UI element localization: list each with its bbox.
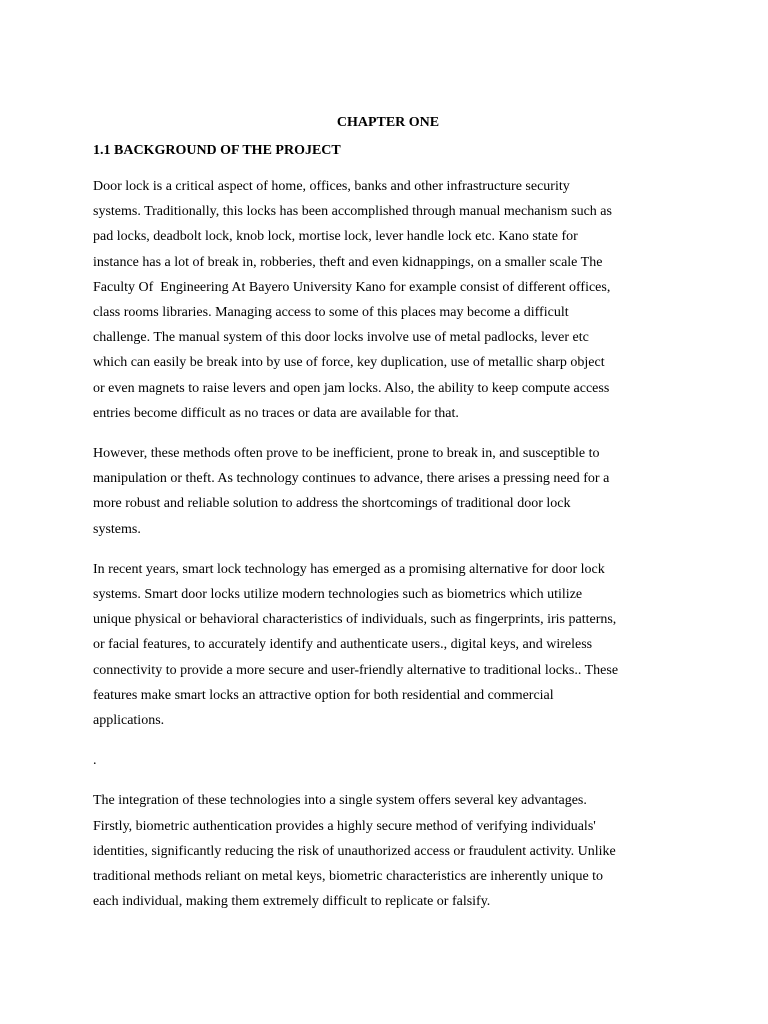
- paragraph-line: Faculty Of Engineering At Bayero University Kano for example consist of different offices,: [93, 279, 611, 295]
- paragraph-line: applications.: [93, 713, 165, 729]
- paragraph-line: or even magnets to raise levers and open jam locks. Also, the ability to keep compute access: [93, 380, 610, 396]
- paragraph-line: unique physical or behavioral characteristics of individuals, such as fingerprints, iris patterns,: [93, 612, 617, 628]
- paragraph-line: Firstly, biometric authentication provides a highly secure method of verifying individuals': [93, 818, 596, 834]
- paragraph-line: manipulation or theft. As technology continues to advance, there arises a pressing need for a: [93, 471, 610, 487]
- paragraph-line: which can easily be break into by use of force, key duplication, use of metallic sharp object: [93, 355, 605, 371]
- paragraph-2: [93, 441, 683, 542]
- paragraph-3: [93, 557, 683, 733]
- section-heading: 1.1 BACKGROUND OF THE PROJECT: [93, 143, 341, 158]
- paragraph-line: identities, significantly reducing the risk of unauthorized access or fraudulent activity. Unlike: [93, 843, 616, 859]
- paragraph-line: features make smart locks an attractive option for both residential and commercial: [93, 687, 554, 703]
- paragraph-line: Door lock is a critical aspect of home, offices, banks and other infrastructure security: [93, 179, 570, 194]
- paragraph-line: systems. Traditionally, this locks has been accomplished through manual mechanism such as: [93, 204, 612, 220]
- text-column: [93, 113, 683, 929]
- paragraph-line: In recent years, smart lock technology has emerged as a promising alternative for door lock: [93, 561, 605, 577]
- paragraph-line: challenge. The manual system of this door locks involve use of metal padlocks, lever etc: [93, 330, 589, 346]
- paragraph-line: systems.: [93, 521, 141, 537]
- paragraph-line: .: [93, 753, 97, 769]
- paragraph-line: pad locks, deadbolt lock, knob lock, mortise lock, lever handle lock etc. Kano state for: [93, 229, 578, 245]
- paragraph-line: class rooms libraries. Managing access to some of this places may become a difficult: [93, 305, 569, 321]
- paragraph-4: [93, 748, 683, 773]
- paragraph-line: traditional methods reliant on metal keys, biometric characteristics are inherently unique to: [93, 869, 604, 885]
- paragraph-line: However, these methods often prove to be inefficient, prone to break in, and susceptible to: [93, 446, 600, 462]
- paragraph-1: [93, 174, 683, 426]
- chapter-title: CHAPTER ONE: [336, 115, 440, 130]
- paragraph-line: systems. Smart door locks utilize modern technologies such as biometrics which utilize: [93, 587, 583, 603]
- paragraph-line: each individual, making them extremely difficult to replicate or falsify.: [93, 894, 491, 910]
- paragraph-line: connectivity to provide a more secure and user-friendly alternative to traditional locks.. These: [93, 662, 619, 678]
- paragraph-line: entries become difficult as no traces or data are available for that.: [93, 405, 459, 421]
- paragraph-line: more robust and reliable solution to address the shortcomings of traditional door lock: [93, 496, 571, 512]
- paragraph-line: The integration of these technologies into a single system offers several key advantages.: [93, 793, 587, 809]
- paragraph-5: [93, 788, 683, 914]
- paragraph-line: instance has a lot of break in, robberies, theft and even kidnappings, on a smaller scale The: [93, 254, 603, 270]
- paragraph-line: or facial features, to accurately identify and authenticate users., digital keys, and wireless: [93, 637, 593, 653]
